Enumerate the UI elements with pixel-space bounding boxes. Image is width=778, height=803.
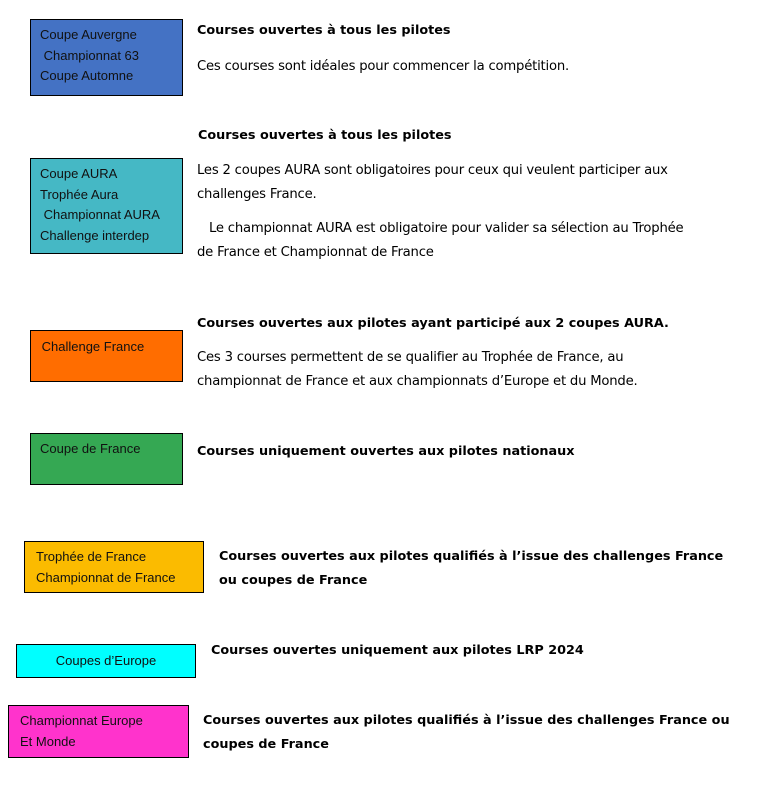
category-label: Trophée Aura	[40, 186, 119, 202]
section-title-text: ou coupes de France	[219, 573, 368, 588]
section-title-text: Courses ouvertes à tous les pilotes	[198, 128, 452, 143]
section-title-text: Courses ouvertes à tous les pilotes	[197, 23, 451, 38]
description-line: de France et Championnat de France	[197, 245, 434, 260]
category-label: Coupe Auvergne	[40, 27, 137, 42]
category-label: Et Monde	[20, 733, 76, 749]
category-label: Coupes d’Europe	[55, 653, 157, 668]
description-line: Le championnat AURA est obligatoire pour valider sa sélection au Trophée	[197, 221, 684, 236]
description-line: Les 2 coupes AURA sont obligatoires pour ceux qui veulent participer aux	[197, 163, 668, 178]
category-label: Championnat 63	[40, 47, 140, 63]
section-title	[197, 440, 575, 464]
category-label: Coupe de France	[40, 441, 141, 456]
section-title	[211, 639, 584, 663]
section-title-text: Courses ouvertes aux pilotes ayant participé aux 2 coupes AURA.	[197, 316, 669, 331]
category-label: Championnat AURA	[40, 207, 160, 222]
description-line: Ces 3 courses permettent de se qualifier au Trophée de France, au	[197, 350, 624, 365]
section-title	[198, 124, 452, 148]
section-title	[219, 545, 723, 593]
category-label: Coupe Automne	[40, 68, 134, 83]
section-description	[197, 346, 638, 394]
section-description	[197, 55, 569, 79]
description-line: championnat de France et aux championnats d’Europe et du Monde.	[197, 374, 638, 389]
category-box-coupe-auvergne	[30, 19, 183, 96]
category-box-coupe-de-france	[30, 433, 183, 485]
description-line: challenges France.	[197, 187, 317, 202]
section-title	[203, 709, 730, 757]
section-title-text: Courses ouvertes uniquement aux pilotes LRP 2024	[211, 643, 584, 658]
section-title-text: coupes de France	[203, 737, 329, 752]
category-box-challenge-france	[30, 330, 183, 382]
category-box-coupe-aura	[30, 158, 183, 254]
category-label: Challenge France	[38, 339, 145, 354]
section-description-2	[197, 217, 683, 265]
section-title	[197, 312, 669, 336]
category-box-trophee-de-france	[24, 541, 204, 593]
category-box-championnat-europe-monde	[8, 705, 189, 758]
category-label: Trophée de France	[36, 549, 147, 564]
category-label: Championnat Europe	[20, 713, 143, 728]
description-line: Ces courses sont idéales pour commencer la compétition.	[197, 59, 570, 74]
section-title	[197, 19, 451, 43]
section-description	[197, 159, 668, 207]
section-title-text: Courses ouvertes aux pilotes qualifiés à l’issue des challenges France	[219, 549, 724, 564]
category-label: Coupe AURA	[40, 166, 118, 181]
section-title-text: Courses ouvertes aux pilotes qualifiés à l’issue des challenges France ou	[203, 713, 730, 728]
category-box-coupes-europe	[16, 644, 196, 678]
section-title-text: Courses uniquement ouvertes aux pilotes nationaux	[197, 444, 575, 459]
category-label: Championnat de France	[36, 569, 176, 585]
category-label: Challenge interdep	[40, 227, 150, 243]
